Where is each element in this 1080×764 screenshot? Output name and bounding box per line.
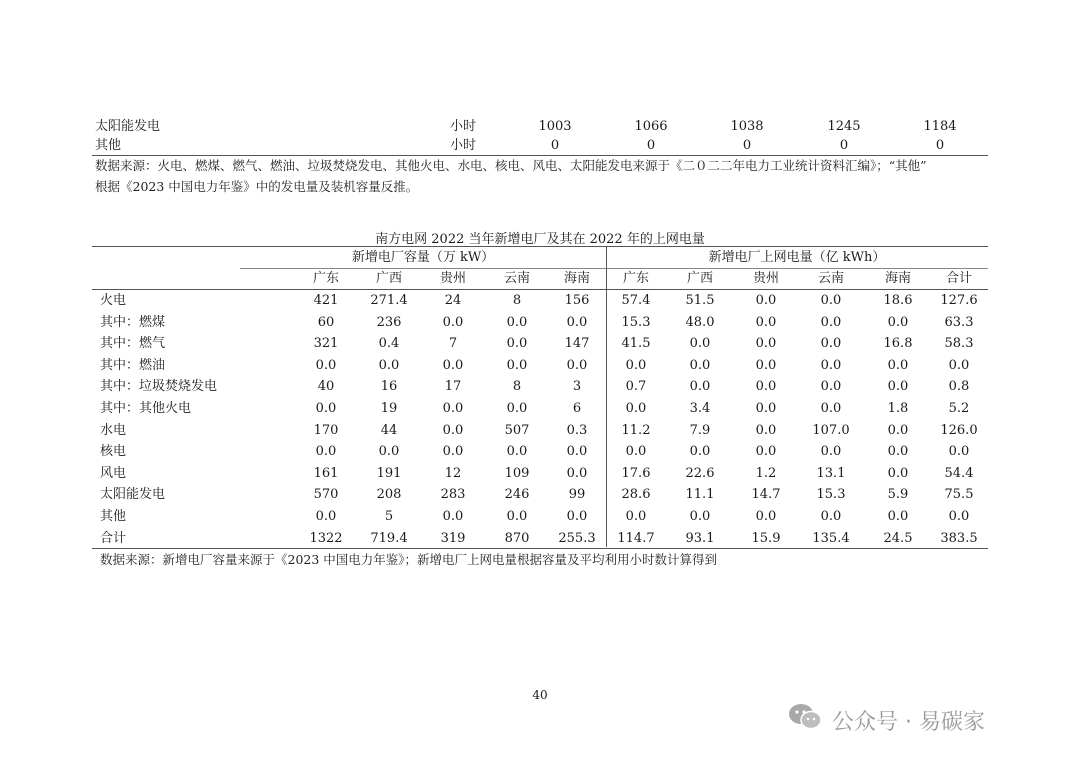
capacity-cell: 0.0 (566, 314, 588, 330)
capacity-cell: 19 (380, 401, 398, 416)
page-number: 40 (532, 688, 548, 702)
generation-cell: 127.6 (940, 293, 978, 308)
generation-cell: 28.6 (621, 487, 651, 503)
capacity-cell: 0.0 (566, 357, 588, 373)
generation-cell: 0.0 (689, 509, 711, 524)
generation-cell: 16.8 (883, 336, 913, 352)
generation-cell: 0.0 (755, 509, 777, 524)
capacity-cell: 208 (376, 487, 402, 503)
generation-cell: 0.0 (755, 336, 777, 352)
table-row (92, 333, 988, 355)
generation-cell: 0.0 (820, 444, 842, 460)
generation-cell: 58.3 (944, 336, 974, 352)
row-label: 其中：燃煤 (100, 314, 166, 330)
generation-cell: 114.7 (617, 530, 655, 546)
cell-value: 1003 (538, 119, 572, 134)
watermark (788, 702, 985, 738)
generation-cell: 0.0 (689, 444, 711, 460)
capacity-cell: 0.0 (315, 357, 337, 373)
generation-cell: 0.0 (820, 357, 842, 373)
capacity-cell: 236 (376, 314, 402, 330)
table-row (92, 441, 988, 463)
group-header-rule (240, 268, 988, 269)
capacity-cell: 99 (568, 487, 586, 503)
col-header: 云南 (503, 271, 530, 286)
generation-cell: 18.6 (883, 293, 913, 308)
generation-cell: 93.1 (685, 530, 715, 546)
cell-value: 0 (646, 138, 656, 153)
capacity-cell: 719.4 (370, 530, 408, 546)
capacity-cell: 17 (444, 379, 462, 395)
row-label: 其中：其他火电 (100, 401, 192, 416)
generation-cell: 0.0 (755, 422, 777, 438)
capacity-cell: 147 (564, 336, 590, 352)
capacity-cell: 507 (504, 422, 530, 438)
row-label: 水电 (100, 422, 127, 438)
generation-cell: 13.1 (816, 465, 846, 481)
row-label: 核电 (100, 444, 127, 460)
group-header-generation: 新增电厂上网电量（亿 kWh） (708, 250, 886, 265)
capacity-cell: 255.3 (558, 530, 596, 546)
capacity-cell: 161 (313, 465, 339, 481)
generation-cell: 0.0 (625, 401, 647, 416)
cell-value: 1184 (923, 119, 957, 134)
capacity-cell: 0.0 (378, 444, 400, 460)
col-header: 广西 (686, 271, 713, 286)
row-label: 其他 (100, 509, 127, 524)
capacity-cell: 0.3 (566, 422, 588, 438)
table-row (92, 398, 988, 420)
col-header: 广东 (312, 271, 339, 286)
generation-cell: 1.8 (887, 401, 909, 416)
col-header: 广东 (622, 271, 649, 286)
generation-cell: 0.0 (689, 379, 711, 395)
generation-cell: 0.0 (820, 509, 842, 524)
generation-cell: 3.4 (689, 401, 711, 416)
generation-cell: 54.4 (944, 465, 974, 481)
generation-cell: 48.0 (685, 314, 715, 330)
cell-value: 0 (550, 138, 560, 153)
col-header: 云南 (817, 271, 844, 286)
capacity-cell: 8 (512, 293, 522, 308)
row-label: 其中：燃气 (100, 336, 166, 352)
capacity-cell: 191 (376, 465, 402, 481)
cell-value: 1038 (730, 119, 764, 134)
capacity-cell: 60 (317, 314, 335, 330)
capacity-cell: 0.0 (506, 401, 528, 416)
generation-cell: 0.0 (755, 293, 777, 308)
generation-cell: 15.3 (816, 487, 846, 503)
capacity-cell: 44 (380, 422, 398, 438)
cell-value: 0 (935, 138, 945, 153)
row-label: 火电 (100, 293, 127, 308)
capacity-cell: 0.4 (378, 336, 400, 352)
capacity-cell: 3 (572, 379, 582, 395)
row-unit: 小时 (450, 119, 477, 134)
generation-cell: 0.0 (755, 314, 777, 330)
generation-cell: 0.0 (755, 401, 777, 416)
generation-cell: 0.0 (625, 509, 647, 524)
capacity-cell: 271.4 (370, 293, 408, 308)
generation-cell: 0.0 (887, 509, 909, 524)
generation-cell: 75.5 (944, 487, 974, 503)
generation-cell: 0.0 (689, 336, 711, 352)
row-label: 其中：垃圾焚烧发电 (100, 379, 218, 395)
capacity-cell: 0.0 (506, 444, 528, 460)
capacity-cell: 7 (448, 336, 458, 352)
generation-cell: 41.5 (621, 336, 651, 352)
capacity-cell: 109 (504, 465, 530, 481)
capacity-cell: 0.0 (442, 422, 464, 438)
top-row-solar (95, 117, 985, 137)
generation-cell: 135.4 (812, 530, 850, 546)
cell-value: 1066 (634, 119, 668, 134)
col-header: 贵州 (439, 271, 466, 286)
capacity-cell: 283 (440, 487, 466, 503)
row-label: 风电 (100, 465, 127, 481)
capacity-cell: 0.0 (506, 314, 528, 330)
row-unit: 小时 (450, 138, 477, 153)
wechat-icon (788, 703, 822, 737)
generation-cell: 51.5 (685, 293, 715, 308)
capacity-cell: 24 (444, 293, 462, 308)
generation-cell: 15.3 (621, 314, 651, 330)
generation-cell: 57.4 (621, 293, 651, 308)
generation-cell: 5.2 (948, 401, 970, 416)
watermark-text: 公众号 · 易碳家 (832, 709, 985, 735)
generation-cell: 1.2 (755, 465, 777, 481)
generation-cell: 0.0 (820, 336, 842, 352)
source-note-line1: 数据来源：火电、燃煤、燃气、燃油、垃圾焚烧发电、其他火电、水电、核电、风电、太阳能发电来源于《二０二二年电力工业统计资料汇编》；“其他” (95, 158, 927, 173)
generation-cell: 126.0 (940, 422, 978, 438)
capacity-cell: 0.0 (315, 444, 337, 460)
table-top-rule (92, 246, 988, 247)
row-label: 其他 (95, 138, 122, 153)
col-header: 海南 (563, 271, 590, 286)
generation-cell: 0.0 (689, 357, 711, 373)
capacity-cell: 570 (313, 487, 339, 503)
table-bottom-rule (92, 548, 988, 549)
cell-value: 1245 (827, 119, 861, 134)
source-note-line2: 根据《2023 中国电力年鉴》中的发电量及装机容量反推。 (95, 179, 419, 194)
table-row (92, 312, 988, 334)
capacity-cell: 0.0 (442, 401, 464, 416)
generation-cell: 5.9 (887, 487, 909, 503)
generation-cell: 11.2 (621, 422, 651, 438)
generation-cell: 0.8 (948, 379, 970, 395)
generation-cell: 0.7 (625, 379, 647, 395)
table-row (92, 290, 988, 312)
generation-cell: 0.0 (820, 379, 842, 395)
generation-cell: 0.0 (820, 293, 842, 308)
row-label: 其中：燃油 (100, 357, 166, 373)
capacity-cell: 0.0 (506, 509, 528, 524)
table-row (92, 528, 988, 550)
generation-cell: 0.0 (625, 357, 647, 373)
capacity-cell: 319 (440, 530, 466, 546)
capacity-cell: 0.0 (378, 357, 400, 373)
table-title: 南方电网 2022 当年新增电厂及其在 2022 年的上网电量 (375, 232, 705, 247)
capacity-cell: 0.0 (315, 509, 337, 524)
capacity-cell: 0.0 (566, 509, 588, 524)
group-header-capacity: 新增电厂容量（万 kW） (351, 250, 495, 265)
generation-cell: 0.0 (887, 465, 909, 481)
generation-cell: 0.0 (887, 379, 909, 395)
generation-cell: 0.0 (887, 314, 909, 330)
capacity-cell: 0.0 (315, 401, 337, 416)
table-row (92, 376, 988, 398)
capacity-cell: 246 (504, 487, 530, 503)
capacity-cell: 0.0 (566, 444, 588, 460)
generation-cell: 383.5 (940, 530, 978, 546)
capacity-cell: 0.0 (442, 314, 464, 330)
capacity-cell: 40 (317, 379, 335, 395)
capacity-cell: 870 (504, 530, 530, 546)
generation-cell: 63.3 (944, 314, 974, 330)
generation-cell: 7.9 (689, 422, 711, 438)
generation-cell: 0.0 (948, 444, 970, 460)
table-row (92, 484, 988, 506)
generation-cell: 0.0 (820, 314, 842, 330)
capacity-cell: 6 (572, 401, 582, 416)
generation-cell: 24.5 (883, 530, 913, 546)
generation-cell: 0.0 (887, 444, 909, 460)
capacity-cell: 321 (313, 336, 339, 352)
generation-cell: 0.0 (625, 444, 647, 460)
top-row-other (95, 136, 985, 156)
row-label: 合计 (100, 530, 127, 546)
col-header: 贵州 (752, 271, 779, 286)
cell-value: 0 (839, 138, 849, 153)
generation-cell: 0.0 (948, 509, 970, 524)
generation-cell: 22.6 (685, 465, 715, 481)
capacity-cell: 0.0 (442, 509, 464, 524)
capacity-cell: 0.0 (566, 465, 588, 481)
capacity-cell: 0.0 (506, 336, 528, 352)
capacity-cell: 0.0 (442, 357, 464, 373)
table-source-note: 数据来源：新增电厂容量来源于《2023 中国电力年鉴》；新增电厂上网电量根据容量及平均利用小时数计算得到 (100, 552, 718, 567)
generation-cell: 14.7 (751, 487, 781, 503)
capacity-cell: 1322 (309, 530, 343, 546)
capacity-cell: 8 (512, 379, 522, 395)
generation-cell: 107.0 (812, 422, 850, 438)
capacity-cell: 12 (444, 465, 462, 481)
capacity-cell: 421 (313, 293, 339, 308)
capacity-cell: 170 (313, 422, 339, 438)
capacity-cell: 156 (564, 293, 590, 308)
generation-cell: 0.0 (755, 444, 777, 460)
generation-cell: 0.0 (887, 357, 909, 373)
col-header: 合计 (945, 271, 972, 286)
generation-cell: 11.1 (685, 487, 715, 503)
generation-cell: 0.0 (948, 357, 970, 373)
table-row (92, 463, 988, 485)
capacity-cell: 0.0 (442, 444, 464, 460)
generation-cell: 0.0 (755, 379, 777, 395)
table-row (92, 420, 988, 442)
col-header: 广西 (375, 271, 402, 286)
capacity-cell: 16 (380, 379, 398, 395)
capacity-cell: 0.0 (506, 357, 528, 373)
row-label: 太阳能发电 (95, 119, 161, 134)
cell-value: 0 (742, 138, 752, 153)
row-label: 太阳能发电 (100, 487, 166, 503)
generation-cell: 0.0 (820, 401, 842, 416)
capacity-cell: 5 (384, 509, 394, 524)
generation-cell: 17.6 (621, 465, 651, 481)
table-row (92, 506, 988, 528)
col-header: 海南 (884, 271, 911, 286)
generation-cell: 15.9 (751, 530, 781, 546)
generation-cell: 0.0 (755, 357, 777, 373)
generation-cell: 0.0 (887, 422, 909, 438)
table-row (92, 355, 988, 377)
